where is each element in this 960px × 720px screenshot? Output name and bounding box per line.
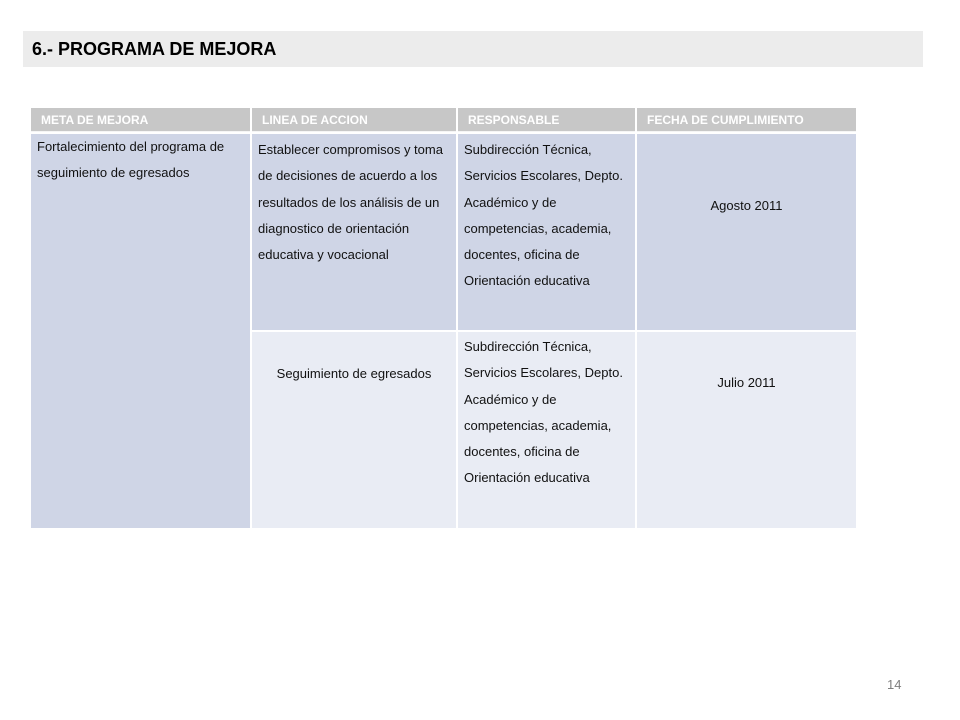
cell-linea: Establecer compromisos y toma de decisiones de acuerdo a los resultados de los análisis de un diagnostico de orientación educativa y vocacional: [252, 134, 456, 330]
table-header-row: [31, 108, 856, 132]
fecha-value: Agosto 2011: [710, 198, 783, 213]
cell-fecha: [637, 332, 856, 528]
page-number: 14: [887, 677, 902, 692]
header-fecha: FECHA DE CUMPLIMIENTO: [637, 108, 856, 132]
page-title: 6.- PROGRAMA DE MEJORA: [23, 31, 923, 67]
header-responsable: RESPONSABLE: [458, 108, 635, 132]
table-row: [31, 134, 856, 330]
cell-responsable: Subdirección Técnica, Servicios Escolares, Depto. Académico y de competencias, academia, docentes, oficina de Orientación educativa: [458, 332, 635, 528]
cell-linea: Seguimiento de egresados: [252, 332, 456, 528]
fecha-value: Julio 2011: [717, 375, 776, 390]
cell-responsable: Subdirección Técnica, Servicios Escolares, Depto. Académico y de competencias, academia, docentes, oficina de Orientación educativa: [458, 134, 635, 330]
improvement-program-table: [29, 106, 858, 530]
cell-meta: Fortalecimiento del programa de seguimiento de egresados: [31, 134, 250, 528]
header-meta: META DE MEJORA: [31, 108, 250, 132]
header-linea: LINEA DE ACCION: [252, 108, 456, 132]
cell-fecha: [637, 134, 856, 330]
